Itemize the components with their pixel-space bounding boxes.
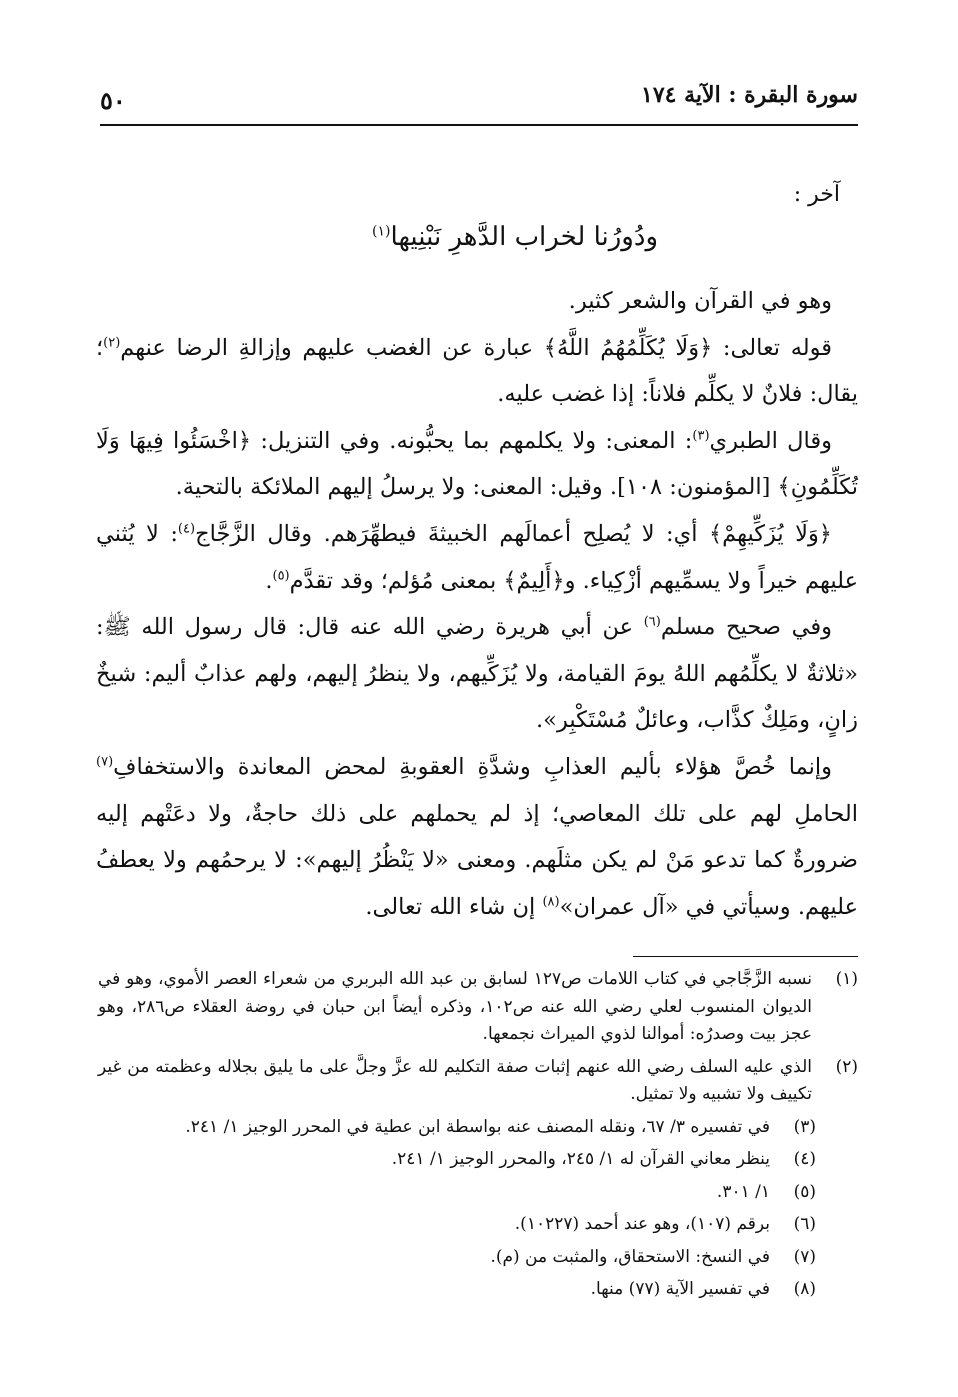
footnote — [98, 966, 858, 1049]
footnote — [98, 1276, 858, 1304]
footnote-number: (٧) — [793, 1246, 816, 1267]
footnote-ref: (٦) — [643, 614, 661, 630]
footnote — [98, 1179, 858, 1207]
paragraph: قوله تعالى: ﴿وَلَا يُكَلِّمُهُمُ اللَّهُ﴾ عبارة عن الغضب عليهم وإزالةِ الرضا عنهم$^{(٢)}$؛ يقال: فلانٌ لا يكلِّم فلاناً: إذا غضب عليه. — [96, 334, 858, 408]
footnote-number: (٣) — [793, 1116, 816, 1137]
poem-intro: آخر : — [793, 182, 840, 207]
footnote-ref: (٧) — [96, 754, 114, 770]
footnote-ref: (٨) — [542, 894, 560, 910]
footnote-text: في النسخ: الاستحقاق، والمثبت من (م). — [490, 1246, 770, 1267]
footnote-number: (٥) — [793, 1181, 816, 1202]
footnote — [98, 1114, 858, 1142]
footnote-text: ينظر معاني القرآن له ١/ ٢٤٥، والمحرر الوجيز ١/ ٢٤١. — [391, 1149, 770, 1169]
footnote-ref: (١) — [372, 223, 391, 240]
paragraph: ﴿وَلَا يُزَكِّيهِمْ﴾ أي: لا يُصلِح أعمالَهم الخبيثةَ فيطهِّرَهم. وقال الزَّجَّاج$^{(٤)}$: لا يُثني عليهم خيراً ولا يسمِّيهم أزْكِياء. و﴿أَلِيمٌ﴾ بمعنى مُؤلم؛ وقد تقدَّم$^{(٥)}$. — [96, 520, 858, 594]
footnote-text: في تفسير الآية (٧٧) منها. — [590, 1279, 770, 1299]
poem-verse — [372, 222, 658, 252]
main-text — [96, 278, 858, 930]
page-header — [100, 82, 858, 122]
footnote-text: نسبه الزَّجَّاجي في كتاب اللامات ص١٢٧ لسابق بن عبد الله البربري من شعراء العصر الأموي، وهو في الديوان المنسوب لعلي رضي الله عنه ص١٠٢، وذكره أيضاً ابن حبان في روضة العقلاء ص٢٨٦، وهو عجز بيت وصدرُه: أموالنا لذوي الميراث نجمعها. — [98, 969, 812, 1044]
footnote-ref: (٤) — [177, 521, 196, 537]
header-rule — [100, 124, 858, 126]
paragraph: وقال الطبري$^{(٣)}$: المعنى: ولا يكلمهم بما يحبُّونه. وفي التنزيل: ﴿اخْسَئُوا فِيهَا وَلَا تُكَلِّمُونِ﴾ [المؤمنون: ١٠٨]. وقيل: المعنى: ولا يرسلُ إليهم الملائكة بالتحية. — [96, 427, 858, 501]
footnote-ref: (٥) — [272, 568, 290, 584]
footnote — [98, 1146, 858, 1174]
footnote — [98, 1244, 858, 1272]
footnote-separator — [633, 956, 858, 957]
footnote-ref: (٢) — [103, 335, 121, 351]
running-title: سورة البقرة : الآية ١٧٤ — [641, 82, 858, 108]
paragraph: وإنما خُصَّ هؤلاء بأليم العذابِ وشدَّةِ العقوبةِ لمحض المعاندة والاستخفافِ$^{(٧)}$ الحاملِ لهم على تلك المعاصي؛ إذ لم يحملهم على ذلك حاجةٌ، ولا دعَتْهم إليه ضرورةٌ كما تدعو مَنْ لم يكن مثلَهم. ومعنى «لا يَنْظُرُ إليهم»: لا يرحمُهم ولا يعطفُ عليهم. وسيأتي في «آل عمران»$^{(٨)}$ إن شاء الله تعالى. — [96, 753, 858, 920]
page-number: ٥٠ — [100, 86, 126, 115]
poem-verse-text: ودُورُنا لخراب الدَّهرِ نَبْنِيها — [390, 222, 658, 252]
footnote-text: في تفسيره ٣/ ٦٧، ونقله المصنف عنه بواسطة ابن عطية في المحرر الوجيز ١/ ٢٤١. — [185, 1116, 770, 1137]
footnote-ref: (٣) — [692, 428, 710, 444]
footnote-number: (٦) — [793, 1214, 816, 1234]
paragraph: وهو في القرآن والشعر كثير. — [568, 288, 832, 314]
footnote-number: (١) — [835, 969, 858, 989]
footnote-text: برقم (١٠٧)، وهو عند أحمد (١٠٢٢٧). — [514, 1214, 770, 1234]
paragraph: وفي صحيح مسلم$^{(٦)}$ عن أبي هريرة رضي الله عنه قال: قال رسول الله ﷺ: «ثلاثةٌ لا يكلِّمُهم اللهُ يومَ القيامة، ولا يُزَكِّيهم، ولا ينظرُ إليهم، ولهم عذابٌ أليم: شيخٌ زانٍ، ومَلِكٌ كذَّاب، وعائلٌ مُسْتَكْبِر». — [96, 614, 858, 734]
footnote-number: (٤) — [793, 1149, 816, 1169]
footnote-number: (٢) — [835, 1056, 858, 1077]
footnote — [98, 1054, 858, 1109]
footnote — [98, 1211, 858, 1239]
footnotes — [98, 966, 858, 1304]
footnote-number: (٨) — [793, 1279, 816, 1299]
footnote-text: الذي عليه السلف رضي الله عنهم إثبات صفة التكليم لله عزَّ وجلَّ على ما يليق بجلاله وعظمته من غير تكييف ولا تشبيه ولا تمثيل. — [98, 1056, 812, 1104]
footnote-text: ١/ ٣٠١. — [716, 1181, 770, 1202]
